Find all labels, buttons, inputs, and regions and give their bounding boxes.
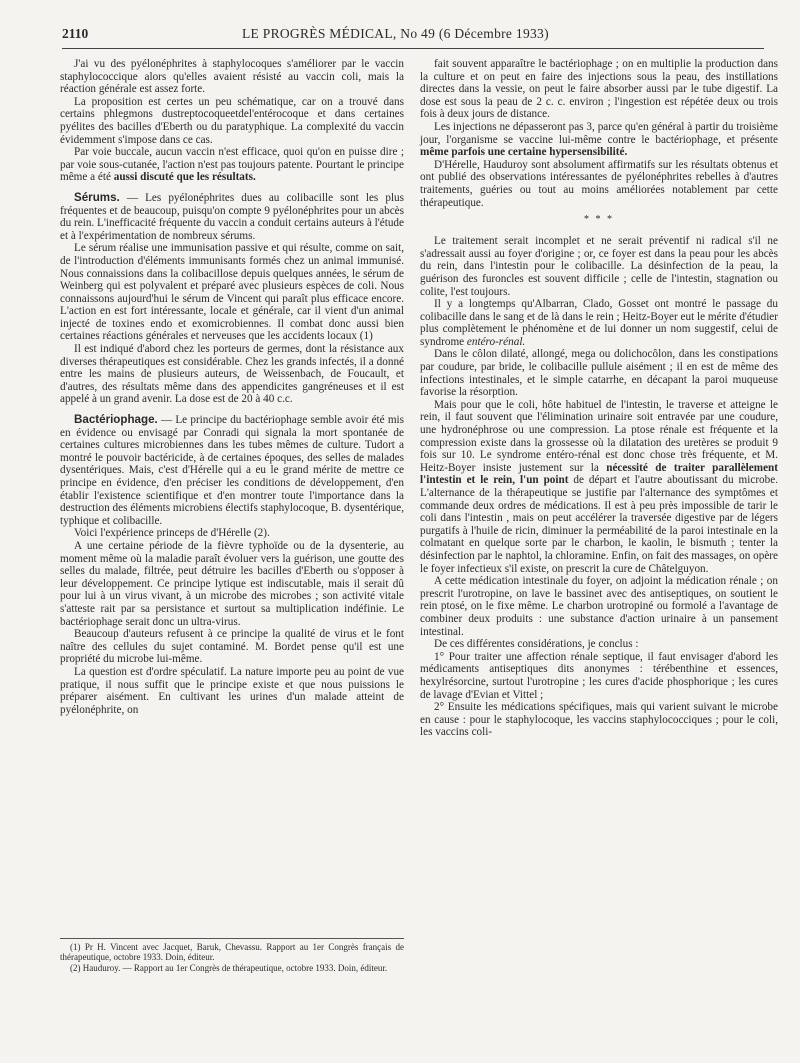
paragraph: fait souvent apparaître le bactériophage ; on en multiplie la production dans la culture et on peut en faire des injections sous la peau, des instillations directes dans la vessie, on peut le faire absorber aussi par le tube digestif. La dose est sous la peau de 2 c. c. environ ; l'ingestion est répétée deux ou trois fois à deux jours de distance. (420, 58, 778, 121)
section-serums (60, 192, 404, 242)
paragraph (420, 121, 778, 159)
paragraph-text: Par voie buccale, aucun vaccin n'est efficace, quoi qu'on en puisse dire ; par voie sous-cutanée, l'action n'est pas toujours patente. Pourtant le principe même a été (60, 146, 404, 184)
right-column (420, 58, 778, 739)
paragraph: A cette médication intestinale du foyer, on adjoint la médication rénale ; on prescrit l'urotropine, on lave le bassinet avec des antiseptiques, on soutient le rein ptosé, on le fixe même. Le charbon urotropiné ou formolé a l'avantage de combiner deux produits : une substance d'action urinaire à un pansement intestinal. (420, 575, 778, 638)
footnote: (2) Hauduroy. — Rapport au 1er Congrès de thérapeutique, octobre 1933. Doin, éditeur. (70, 962, 388, 973)
paragraph (420, 298, 778, 348)
section-separator: * * * (584, 214, 614, 226)
paragraph: Le traitement serait incomplet et ne serait préventif ni radical s'il ne s'adressait aussi au foyer d'origine ; or, ce foyer est dans la peau pour les abcès du rein, dans l'intestin pour le colibacille. La désinfection de la peau, la guérison des furoncles est souvent difficile ; celle de l'intestin, stagnation ou colite, l'est toujours. (420, 235, 778, 298)
paragraph: 1° Pour traiter une affection rénale septique, il faut envisager d'abord les médicaments antiseptiques dits anonymes : térébenthine et essences, hexylrésorcine, surtout l'urotropine ; les cures d'acide phosphorique ; les cures de lavage d'Evian et Vittel ; (420, 650, 778, 701)
paragraph-text: Il y a longtemps qu'Albarran, Clado, Gosset ont montré le passage du colibacille dans le sang et de là dans le rein ; Heitz-Boyer eut le mérite d'étudier plus complètement le phénomène et de lui donner un nom suggestif, celui de syndrome (420, 298, 778, 348)
issue-info: No 49 (6 Décembre 1933) (400, 26, 549, 41)
paragraph: Beaucoup d'auteurs refusent à ce principe la qualité de virus et le font naître des cellules du sujet contaminé. M. Bordet pense qu'il est une propriété du microbe lui-même. (60, 628, 404, 666)
footnote-rule (60, 938, 404, 939)
section-bacteriophage (60, 414, 404, 527)
left-column (60, 58, 404, 716)
emphasis-text: aussi discuté que les résultats. (113, 171, 256, 184)
paragraph: A une certaine période de la fièvre typhoïde ou de la dysenterie, au moment même où la maladie paraît évoluer vers la guérison, une goutte des selles du malade, filtrée, peut détruire les bacilles d'Eberth ou s'opposer à leur développement. Ce principe lytique est indiscutable, mais il serait dû pour lui à un virus vivant, à un microbe des microbes ; son activité vitale s'atteste rait par sa persistance et surtout sa multiplication indéfinie. Le bactériophage serait donc un ultra-virus. (60, 539, 404, 628)
paragraph-text: Mais pour que le coli, hôte habituel de l'intestin, le traverse et atteigne le rein, il faut souvent que l'élimination urinaire soit entravée par une coudure, une hydronéphrose ou une compression. La ptose rénale est fréquente et la compression existe dans la grossesse où la dilatation des uretères se produit 9 fois sur 10. Le syndrome entéro-rénal est donc chose très fréquente, et M. Heitz-Boyer insiste justement sur la (420, 398, 778, 474)
header-rule (62, 48, 764, 49)
paragraph: Voici l'expérience princeps de d'Hérelle (2). (74, 527, 270, 540)
section-heading: Sérums. (74, 190, 120, 204)
paragraph: 2° Ensuite les médications spécifiques, mais qui varient suivant le microbe en cause : pour le staphylocoque, les vaccins staphylococciques ; pour le coli, les vaccins coli- (420, 701, 778, 739)
italic-term: entéro-rénal. (466, 335, 526, 348)
paragraph: De ces différentes considérations, je conclus : (434, 638, 639, 651)
paragraph: D'Hérelle, Hauduroy sont absolument affirmatifs sur les résultats obtenus et ont publié des observations intéressantes de pyélonéphrites rebelles à d'autres traitements, guéries ou tout au moins améliorées notablement par cette thérapeutique. (420, 158, 778, 209)
footnotes (60, 942, 404, 973)
paragraph-text: — Le principe du bactériophage semble avoir été mis en évidence ou envisagé par Conradi qui signala la mort spontanée de certaines cultures microbiennes dans les tubes mêmes de culture. Tudort a montré le pouvoir bactéricide, à de certaines époques, des selles de malades dysentériques. Mais, c'est d'Hérelle qui a eu le grand mérite de mettre ce principe en évidence, d'en préciser les conditions de développement, d'en établir l'existence scientifique et d'en montrer toute l'importance dans la destruction des éléments microbiens électifs staphylocoque, B. dysentérique, typhique et colibacille. (60, 414, 404, 527)
running-title (242, 22, 549, 46)
emphasis-text: nécessité de traiter parallèlement l'intestin et le rein, l'un point (420, 461, 778, 487)
paragraph: Le sérum réalise une immunisation passive et qui résulte, comme on sait, de l'introduction d'éléments immunisants formés chez un animal immunisé. Nous connaissions dans la colibacillose depuis quelques années, le sérum de Weinberg qui est polyvalent et préparé avec plusieurs espèces de coli. Nous connaissons aujourd'hui le sérum de Vincent qui paraît plus efficace encore. L'action en est fort intéressante, locale et générale, car il vient d'un animal injecté de toxines endo et exomicrobiennes. Il combat donc aussi bien certaines réactions générales et nerveuses que les accidents locaux (1) (60, 242, 404, 343)
paragraph-text: de départ et l'autre aboutissant du microbe. L'alternance de la thérapeutique se justifie par l'alternance des symptômes et commande deux ordres de médications. Il est à peu près impossible de tarir le coli dans l'intestin , mais on peut accélérer la traversée digestive par de légers purgatifs à l'huile de ricin, diminuer la perméabilité de la paroi intestinale en la colmatant en quelque sorte par le charbon, le kaolin, le bismuth ; tenter la désinfection par le naphtol, la chloramine. Enfin, on fait des massages, on opère le foyer infectieux s'il existe, on prescrit la cure de Châtelguyon. (420, 474, 778, 575)
paragraph: La proposition est certes un peu schématique, car on a trouvé dans certains phlegmons dustreptocoqueetdel'entérocoque et dans certaines pyélites des bacilles d'Eberth ou du paratyphique. La complexité du vaccin évidemment s'impose dans ce cas. (60, 95, 404, 146)
paragraph: Dans le côlon dilaté, allongé, mega ou dolichocôlon, dans les constipations par coudure, par bride, le colibacille pullule aisément ; il en est de même des infections intestinales, et le simple catarrhe, en décapant la paroi muqueuse favorise la résorption. (420, 348, 778, 399)
journal-title: LE PROGRÈS MÉDICAL, (242, 26, 397, 41)
emphasis-text: même parfois une certaine hypersensibilité. (420, 146, 628, 159)
page-number: 2110 (62, 26, 89, 41)
page-header (62, 22, 760, 46)
paragraph-text: Les injections ne dépasseront pas 3, parce qu'en général à partir du troisième jour, l'organisme se vaccine lui-même contre le bactériophage, et présente (420, 120, 778, 146)
paragraph: Il est indiqué d'abord chez les porteurs de germes, dont la résistance aux diverses thérapeutiques est considérable. Chez les grands infectés, il a donné entre les mains de plusieurs auteurs, de Weissenbach, de Foucault, et d'autres, des résultats même dans des appendicites gangréneuses et il est appelé à un grand avenir. La dose est de 20 à 40 c.c. (60, 343, 404, 406)
paragraph (60, 146, 404, 184)
paragraph (420, 399, 778, 575)
section-heading: Bactériophage. (74, 413, 158, 427)
footnote: (1) Pr H. Vincent avec Jacquet, Baruk, Chevassu. Rapport au 1er Congrès français de thérapeutique, octobre 1933. Doin, éditeur. (60, 942, 404, 963)
paragraph: La question est d'ordre spéculatif. La nature importe peu au point de vue pratique, il nous suffit que le principe existe et que nous puissions le préparer aisément. En cultivant les urines d'un malade atteint de pyélonéphrite, on (60, 665, 404, 716)
paragraph-text: — Les pyélonéphrites dues au colibacille sont les plus fréquentes et de beaucoup, puisqu'on compte 9 pyélonéphrites pour un abcès du rein. L'inefficacité fréquente du vaccin a conduit certains auteurs à l'étude et à l'expérimentation de nombreux sérums. (60, 191, 404, 242)
paragraph: J'ai vu des pyélonéphrites à staphylocoques s'améliorer par le vaccin staphylococcique alors qu'elles avaient résisté au vaccin coli, mais la réaction générale est assez forte. (60, 58, 404, 96)
